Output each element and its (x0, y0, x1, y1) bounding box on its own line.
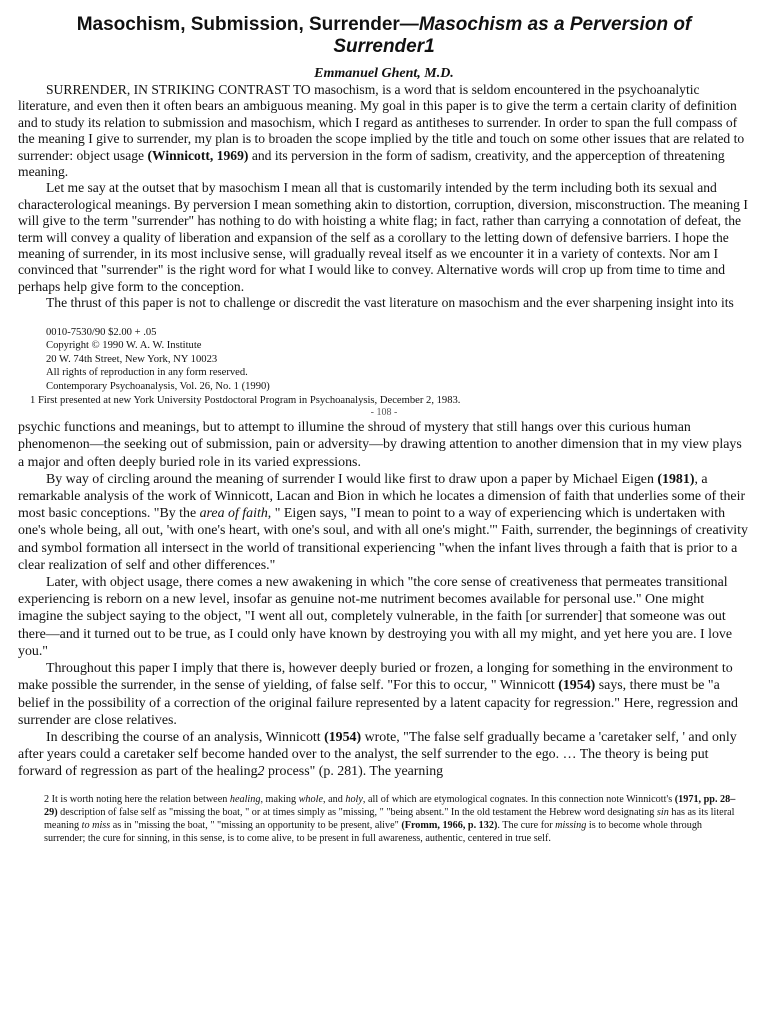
paragraph-5-text-b: , a remarkable analysis of the work of Winnicott, Lacan and Bion in which he locates a dimension of faith that underlies some of their most basic conceptions. "By the (18, 471, 746, 522)
citation: (1954) (558, 678, 596, 694)
italic-word: holy (345, 793, 363, 805)
italic-word: healing (229, 793, 261, 805)
paragraph-8-text-b: wrote, "The false self gradually became a 'caretaker self, ' and only after years could a caretaker self become handed over to the analyst, the self surrender to the ego. … The theory is being put forward of regression as part of the healing (18, 729, 737, 780)
footnote-2-text: as in "missing the boat, " "missing an opportunity to be present, alive" (110, 819, 402, 831)
journal-citation: Contemporary Psychoanalysis, Vol. 26, No. 1 (1990) (46, 381, 270, 393)
page-number: - 108 - (370, 407, 398, 419)
footnote-2-text: 2 It is worth noting here the relation between (44, 793, 230, 805)
paragraph-3: The thrust of this paper is not to challenge or discredit the vast literature on masochism and the ever sharpening insight into its (46, 295, 734, 311)
footnote-2-text: is to become whole through surrender; the cure for sinning, in this sense, is to come alive, to be present in full awareness, authentic, centered in true self. (44, 819, 703, 844)
footnote-2-text: , making (260, 793, 299, 805)
paragraph-1 (18, 82, 750, 180)
paragraph-1-text-a: SURRENDER, IN STRIKING CONTRAST TO masochism, is a word that is seldom encountered in the psychoanalytic literature, and even then it often bears an ambiguous meaning. My goal in this paper is to give the term a certain clarity of definition and to study its relation to submission and masochism, which I regard as antitheses to surrender. In order to span the full compass of the meaning I give to surrender, my plan is to broaden the scope implied by the title and touch on some other issues that are related to surrender: object usage (18, 82, 745, 163)
paragraph-7-text-a: Throughout this paper I imply that there is, however deeply buried or frozen, a longing for something in the environment to make possible the surrender, in the sense of yielding, of false self. "For this to occur, " Winnicott (18, 661, 733, 694)
italic-word: missing (555, 819, 587, 831)
paragraph-5 (18, 471, 750, 574)
footnote-2-text: description of false self as "missing the boat, " or at times simply as "missing, " "being absent." In the old testament the Hebrew word designating (57, 806, 657, 818)
copyright-line: Copyright © 1990 W. A. W. Institute (46, 340, 202, 352)
italic-word: sin (656, 806, 669, 818)
paragraph-2: Let me say at the outset that by masochism I mean all that is customarily intended by the term including both its sexual and characterological meanings. By perversion I mean something akin to distortion, corruption, diversion, misconstruction. The meaning I will give to the term "surrender" has nothing to do with hoisting a white flag; in fact, rather than carrying a connotation of defeat, the term will convey a quality of liberation and expansion of the self as a corollary to the letting down of defensive barriers. I hope the meaning of surrender, in its most inclusive sense, will gradually reveal itself as we encounter it in a variety of contexts. Nor am I convinced that "surrender" is the right word for what I would like to convey. Alternative words will crop up from time to time and perhaps help give form to the conception. (18, 180, 748, 294)
paragraph-7-text-b: says, there must be "a belief in the possibility of a correction of the original failure represented by a latent capacity for regression." Here, regression and surrender are close relatives. (18, 678, 738, 728)
paragraph-4: psychic functions and meanings, but to attempt to illumine the shroud of mystery that still hangs over this curious human phenomenon—the seeking out of submission, pain or adversity—by drawing attention to another dimension that in my view plays a major and often deeply buried role in its varied expressions. (18, 420, 742, 470)
footnote-2-text: has as its literal meaning (44, 806, 735, 831)
citation: (1971, pp. 28–29) (44, 793, 736, 818)
citation: (Winnicott, 1969) (147, 147, 249, 163)
issn-code: 0010-7530/90 $2.00 + .05 (46, 326, 157, 338)
footnote-1: 1 First presented at new York University Postdoctoral Program in Psychoanalysis, December 2, 1983. (30, 394, 461, 406)
title-plain: Masochism, Submission, Surrender— (76, 14, 419, 35)
paragraph-5-text-a: By way of circling around the meaning of surrender I would like first to draw upon a paper by Michael Eigen (46, 471, 658, 487)
citation: (1954) (324, 729, 362, 745)
paragraph-5-text-c: , " Eigen says, "I mean to point to a way of experiencing which is undertaken with one's whole being, all out, 'with one's heart, with one's soul, and with all one's might.'" Faith, surrender, the beginnings of creativity and symbol formation all intersect in the world of transitional experiencing "when the infant lives through a faith that is prior to a clear realization of self and other differences." (18, 506, 748, 573)
rights-line: All rights of reproduction in any form reserved. (46, 367, 248, 379)
italic-word: whole (298, 793, 323, 805)
paragraph-1-text-b: and its perversion in the form of sadism, creativity, and the apperception of threatening meaning. (18, 147, 725, 180)
paragraph-8 (18, 729, 750, 781)
copyright-block (46, 326, 750, 394)
italic-word: to miss (81, 819, 111, 831)
title-italic: Masochism as a Perversion of Surrender1 (333, 14, 692, 57)
publisher-address: 20 W. 74th Street, New York, NY 10023 (46, 353, 218, 365)
footnote-2-text: , and (322, 793, 346, 805)
citation: (1981) (657, 471, 695, 487)
footnote-2 (44, 793, 740, 845)
paragraph-7 (18, 660, 750, 729)
footnote-marker: 2 (257, 764, 265, 780)
footnote-2-text: . The cure for (497, 819, 556, 831)
italic-phrase: area of faith (199, 506, 268, 522)
paragraph-8-text-a: In describing the course of an analysis, Winnicott (46, 729, 325, 745)
author-name: Emmanuel Ghent, M.D. (314, 66, 454, 81)
paragraph-6: Later, with object usage, there comes a new awakening in which "the core sense of creativeness that permeates transitional experiencing is reborn on a new level, insofar as genuine not-me nutriment becomes available for personal use." One might imagine the subject saying to the object, "I went all out, completely vulnerable, in the faith [or surrender] that someone was out there—and it turned out to be true, as I could only have known by destroying you with all my might, and yet here you are. I love you." (18, 575, 733, 659)
paragraph-8-text-c: process" (p. 281). The yearning (264, 764, 444, 780)
footnote-2-text: , all of which are etymological cognates. In this connection note Winnicott's (362, 793, 675, 805)
citation: (Fromm, 1966, p. 132) (401, 819, 498, 831)
document-title (58, 14, 710, 58)
